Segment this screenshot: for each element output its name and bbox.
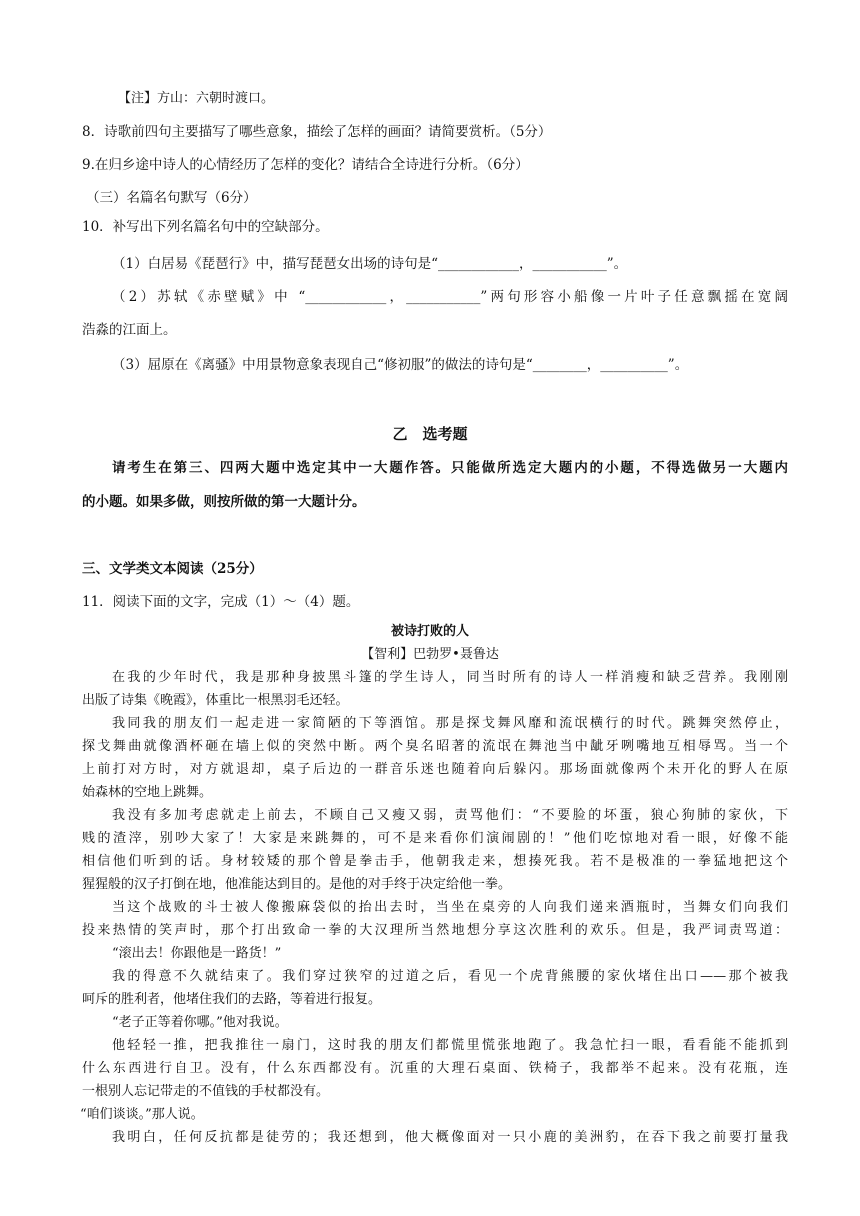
part-b-title: 乙 选考题 <box>392 425 468 443</box>
story-line: “老子正等着你哪。”他对我说。 <box>112 1015 288 1030</box>
question-8: 8．诗歌前四句主要描写了哪些意象，描绘了怎样的画面？请简要赏析。（5分） <box>82 124 552 140</box>
story-line: 什么东西进行自卫。没有，什么东西都没有。沉重的大理石桌面、铁椅子，我都举不起来。没有花瓶，连 <box>82 1061 788 1076</box>
poem-note: 【注】方山：六朝时渡口。 <box>118 91 275 106</box>
story-line: “滚出去！你跟他是一路货！” <box>112 946 282 961</box>
question-10: 10．补写出下列名篇名句中的空缺部分。 <box>82 219 329 235</box>
story-line: 一根别人忘记带走的不值钱的手杖都没有。 <box>82 1084 330 1099</box>
story-line: 我同我的朋友们一起走进一家简陋的下等酒馆。那是探戈舞风靡和流氓横行的时代。跳舞突然停止， <box>112 716 788 731</box>
story-line: 我的得意不久就结束了。我们穿过狭窄的过道之后，看见一个虎背熊腰的家伙堵住出口——那个被我 <box>112 969 788 984</box>
story-line: 在我的少年时代，我是那种身披黑斗篷的学生诗人，同当时所有的诗人一样消瘦和缺乏营养。我刚刚 <box>112 670 788 685</box>
question-10-2-line2: 浩淼的江面上。 <box>82 322 177 338</box>
story-line: 猩猩般的汉子打倒在地，他准能达到目的。是他的对手终于决定给他一拳。 <box>82 877 512 892</box>
story-line: 当这个战败的斗士被人像搬麻袋似的抬出去时，当坐在桌旁的人向我们递来酒瓶时，当舞女们向我们 <box>112 900 788 915</box>
story-line: 始森林的空地上跳舞。 <box>82 785 213 800</box>
story-line: 他轻轻一推，把我推往一扇门，这时我的朋友们都慌里慌张地跑了。我急忙扫一眼，看看能不能抓到 <box>112 1038 788 1053</box>
story-line: 上前打对方时，对方就退却，桌子后边的一群音乐迷也随着向后躲闪。那场面就像两个未开化的野人在原 <box>82 762 788 777</box>
story-line: 我明白，任何反抗都是徒劳的；我还想到，他大概像面对一只小鹿的美洲豹，在吞下我之前要打量我 <box>112 1130 788 1145</box>
story-line: 贱的渣滓，别吵大家了！大家是来跳舞的，可不是来看你们演闹剧的！”他们吃惊地对看一眼，好像不能 <box>82 831 788 846</box>
section-three-heading: 三、文学类文本阅读（25分） <box>82 561 263 577</box>
part-b-instruction-line1: 请考生在第三、四两大题中选定其中一大题作答。只能做所选定大题内的小题，不得选做另一大题内 <box>112 460 788 476</box>
story-line: 我没有多加考虑就走上前去，不顾自己又瘦又弱，责骂他们：“不要脸的坏蛋，狼心狗肺的家伙，下 <box>112 808 788 823</box>
question-10-2-line1: （2）苏轼《赤壁赋》中 “____________，___________”两句形容小船像一片叶子任意飘摇在宽阔 <box>112 289 788 305</box>
story-line: 探戈舞曲就像酒杯砸在墙上似的突然中断。两个臭名昭著的流氓在舞池当中龇牙咧嘴地互相辱骂。当一个 <box>82 739 788 754</box>
section-heading-famous-lines: （三）名篇名句默写（6分） <box>86 190 257 206</box>
story-author: 【智利】巴勃罗•聂鲁达 <box>361 647 499 662</box>
story-line: 呵斥的胜利者，他堵住我们的去路，等着进行报复。 <box>82 992 382 1007</box>
story-line: 投来热情的笑声时，那个打出致命一拳的大汉理所当然地想分享这次胜利的欢乐。但是，我严词责骂道： <box>82 923 788 938</box>
question-11: 11．阅读下面的文字，完成（1）～（4）题。 <box>82 594 360 610</box>
story-line: 相信他们听到的话。身材较矮的那个曾是拳击手，他朝我走来，想揍死我。若不是极准的一拳猛地把这个 <box>82 854 788 869</box>
story-line: “咱们谈谈。”那人说。 <box>80 1107 204 1122</box>
story-title: 被诗打败的人 <box>390 624 469 639</box>
part-b-instruction-line2: 的小题。如果多做，则按所做的第一大题计分。 <box>82 494 366 510</box>
question-10-3: （3）屈原在《离骚》中用景物意象表现自己“修初服”的做法的诗句是“________，__________”。 <box>112 357 689 373</box>
question-9: 9.在归乡途中诗人的心情经历了怎样的变化？请结合全诗进行分析。（6分） <box>82 157 529 173</box>
story-line: 出版了诗集《晚霞》，体重比一根黑羽毛还轻。 <box>82 693 349 708</box>
question-10-1: （1）白居易《琵琶行》中，描写琵琶女出场的诗句是“____________，___________”。 <box>112 256 628 272</box>
